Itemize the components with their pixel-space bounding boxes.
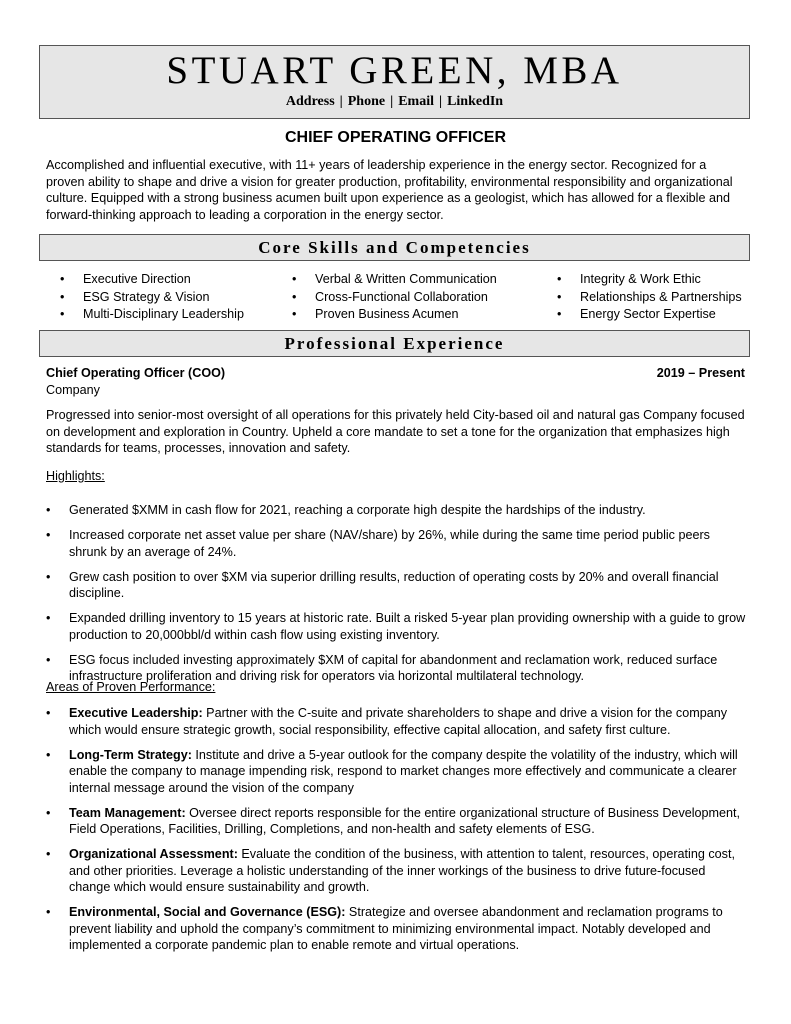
job-dates: 2019 – Present bbox=[656, 366, 745, 380]
company-name: Company bbox=[46, 383, 100, 397]
highlight-item: • Increased corporate net asset value per share (NAV/share) by 26%, while during the same time period public peers shrunk by an average of 24%. bbox=[46, 527, 746, 560]
areas-label: Areas of Proven Performance: bbox=[46, 680, 216, 694]
area-item bbox=[46, 904, 746, 954]
highlight-item: • Grew cash position to over $XM via superior drilling results, reduction of operating costs by 20% and overall financial discipline. bbox=[46, 569, 746, 602]
skill-item: • Multi-Disciplinary Leadership bbox=[60, 306, 244, 324]
contact-linkedin: LinkedIn bbox=[447, 94, 504, 109]
contact-separator: | bbox=[438, 94, 443, 109]
skill-item: • Relationships & Partnerships bbox=[557, 289, 742, 307]
contact-separator: | bbox=[390, 94, 394, 109]
area-text: Oversee direct reports responsible for the entire organizational structure of Business Development, Field Operations, Facilities, Drilling, Completions, and non-health and safety elements of ESG. bbox=[69, 805, 741, 836]
experience-section-heading: Professional Experience bbox=[39, 330, 750, 357]
skills-column-2 bbox=[292, 271, 497, 324]
area-text: Evaluate the condition of the business, with attention to talent, resources, operating cost, and other priorities. Leverage a holistic understanding of the inner workings of the business to drive future-focused change which would ensure sustainability and growth. bbox=[69, 847, 735, 894]
highlight-item: • ESG focus included investing approximately $XM of capital for abandonment and reclamation work, reduced surface infrastructure proliferation and driving risk for operators via horizontal multilateral technology. bbox=[46, 652, 746, 685]
summary-paragraph: Accomplished and influential executive, with 11+ years of leadership experience in the energy sector. Recognized for a proven ability to shape and drive a vision for greater production, profitability, environmental responsibility and organizational culture. Equipped with a strong business acumen built upon experience as a geologist, which has allowed for a flexible and forward-thinking approach to leading a corporation in the energy sector. bbox=[46, 158, 733, 222]
area-item bbox=[46, 747, 746, 797]
skill-item: • Integrity & Work Ethic bbox=[557, 271, 742, 289]
job-description: Progressed into senior-most oversight of all operations for this privately held City-based oil and natural gas Company focused on development and exploration in Country. Upheld a core mandate to set a tone for the organization that emphasizes high standards for teams, processes, innovation and safety. bbox=[46, 408, 745, 455]
highlight-item: • Expanded drilling inventory to 15 years at historic rate. Built a risked 5-year plan providing ownership with a guide to grow production to 20,000bbl/d within cash flow using existing inventory. bbox=[46, 610, 746, 643]
highlight-item: • Generated $XMM in cash flow for 2021, reaching a corporate high despite the hardships of the industry. bbox=[46, 502, 746, 519]
area-label: Organizational Assessment: bbox=[69, 847, 238, 861]
job-title: Chief Operating Officer (COO) bbox=[46, 366, 226, 380]
highlights-list bbox=[46, 502, 746, 693]
contact-email: Email bbox=[398, 94, 434, 109]
area-label: Environmental, Social and Governance (ESG): bbox=[69, 905, 346, 919]
job-target-title: CHIEF OPERATING OFFICER bbox=[284, 129, 507, 146]
area-item bbox=[46, 705, 746, 738]
skill-item: • ESG Strategy & Vision bbox=[60, 289, 244, 307]
contact-line bbox=[40, 94, 749, 110]
area-item bbox=[46, 805, 746, 838]
contact-address: Address bbox=[285, 94, 335, 109]
header-box bbox=[39, 45, 750, 119]
area-label: Long-Term Strategy: bbox=[69, 747, 192, 762]
skills-column-1 bbox=[60, 271, 244, 324]
highlights-label: Highlights: bbox=[46, 469, 105, 483]
area-label: Executive Leadership: bbox=[69, 706, 203, 720]
skill-item: • Executive Direction bbox=[60, 271, 244, 289]
skill-item: • Energy Sector Expertise bbox=[557, 306, 742, 324]
skills-section-heading: Core Skills and Competencies bbox=[39, 234, 750, 261]
area-item bbox=[46, 846, 746, 896]
areas-list bbox=[46, 705, 746, 962]
skill-item: • Cross-Functional Collaboration bbox=[292, 289, 497, 307]
skills-column-3 bbox=[557, 271, 742, 324]
contact-separator: | bbox=[339, 94, 343, 109]
contact-phone: Phone bbox=[347, 94, 386, 109]
area-text: Partner with the C-suite and private shareholders to shape and drive a vision for the company which would ensure strategic growth, social responsibility, effective capital allocation, and safety first culture. bbox=[69, 706, 728, 737]
skill-item: • Proven Business Acumen bbox=[292, 306, 497, 324]
skill-item: • Verbal & Written Communication bbox=[292, 271, 497, 289]
area-text: Institute and drive a 5-year outlook for the company despite the volatility of the industry, which will enable the company to manage impending risk, respond to market changes more effectively and communicate a clearer internal message around the vision of the company bbox=[69, 747, 738, 795]
area-label: Team Management: bbox=[69, 805, 186, 820]
candidate-name: STUART GREEN, MBA bbox=[166, 49, 623, 92]
area-text: Strategize and oversee abandonment and reclamation programs to prevent liability and uphold the company’s commitment to minimizing environmental impact. Notably developed and implemented a corporate pandemic plan to enable remote and virtual operations. bbox=[69, 905, 723, 952]
